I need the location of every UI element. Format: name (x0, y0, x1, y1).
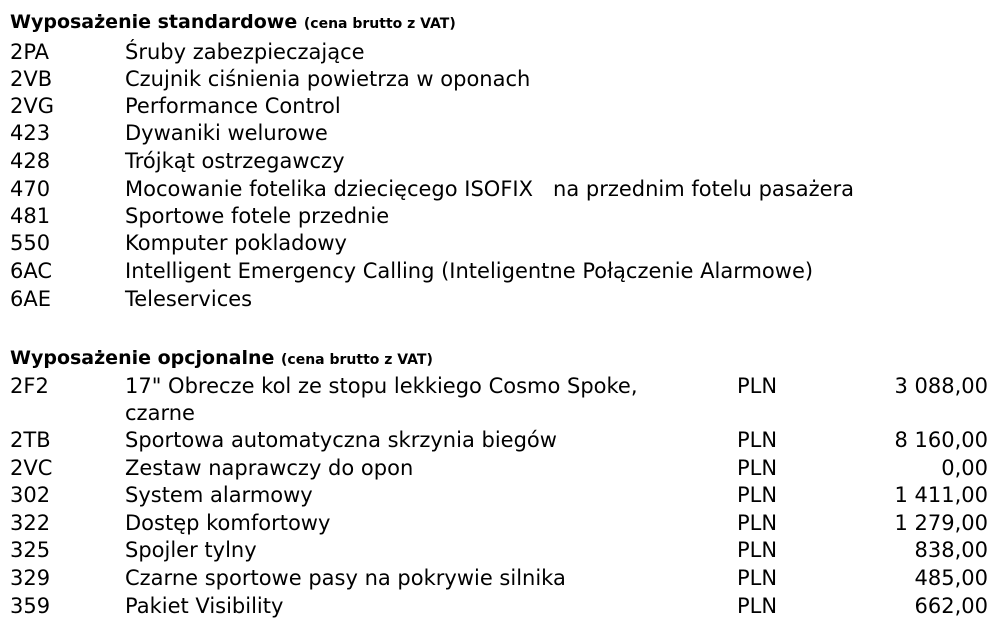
item-code: 2VC (10, 456, 53, 480)
optional-item-row (0, 537, 1000, 564)
item-description: Trójkąt ostrzegawczy (125, 149, 345, 173)
optional-item-row (0, 593, 1000, 620)
item-price: 662,00 (914, 594, 988, 618)
standard-item-row (0, 176, 1000, 203)
item-code: 302 (10, 483, 51, 507)
item-description: Sportowa automatyczna skrzynia biegów (125, 428, 557, 452)
item-code: 423 (10, 121, 51, 145)
item-description: Teleservices (125, 287, 253, 311)
item-currency: PLN (737, 456, 778, 480)
standard-equipment-heading (10, 11, 456, 35)
item-currency: PLN (737, 538, 778, 562)
item-code: 6AC (10, 259, 53, 283)
item-code: 322 (10, 511, 51, 535)
item-code: 550 (10, 231, 51, 255)
standard-item-row (0, 93, 1000, 120)
item-description: Spojler tylny (125, 538, 257, 562)
optional-equipment-heading (10, 347, 433, 371)
item-price: 1 279,00 (894, 511, 988, 535)
item-description: Zestaw naprawczy do opon (125, 456, 414, 480)
standard-equipment-subtitle: (cena brutto z VAT) (303, 16, 456, 32)
item-price: 0,00 (941, 456, 988, 480)
optional-item-row (0, 455, 1000, 482)
item-currency: PLN (737, 374, 778, 398)
item-currency: PLN (737, 428, 778, 452)
standard-item-row (0, 286, 1000, 313)
optional-item-row (0, 565, 1000, 592)
item-price: 485,00 (914, 566, 988, 590)
item-price: 838,00 (914, 538, 988, 562)
item-description: Sportowe fotele przednie (125, 204, 390, 228)
standard-item-row (0, 66, 1000, 93)
item-description: Intelligent Emergency Calling (Inteligentne Połączenie Alarmowe) (125, 259, 814, 283)
item-currency: PLN (737, 594, 778, 618)
item-code: 2VG (10, 94, 54, 118)
item-description: Śruby zabezpieczające (125, 40, 365, 64)
item-code: 481 (10, 204, 51, 228)
item-description: Czarne sportowe pasy na pokrywie silnika (125, 566, 566, 590)
item-description: System alarmowy (125, 483, 313, 507)
standard-item-row (0, 258, 1000, 285)
item-code: 2TB (10, 428, 51, 452)
item-description: Dywaniki welurowe (125, 121, 328, 145)
item-currency: PLN (737, 483, 778, 507)
item-description: Mocowanie fotelika dziecięcego ISOFIX na przednim fotelu pasażera (125, 177, 855, 201)
item-price: 3 088,00 (894, 374, 988, 398)
item-code: 470 (10, 177, 51, 201)
standard-item-row (0, 203, 1000, 230)
optional-item-row (0, 427, 1000, 454)
item-description: Dostęp komfortowy (125, 511, 331, 535)
item-code: 2F2 (10, 374, 49, 398)
optional-item-row (0, 510, 1000, 537)
item-description: Czujnik ciśnienia powietrza w oponach (125, 67, 531, 91)
item-code: 428 (10, 149, 51, 173)
item-price: 1 411,00 (894, 483, 988, 507)
item-description: 17" Obrecze kol ze stopu lekkiego Cosmo Spoke, czarne (125, 374, 638, 425)
item-description: Pakiet Visibility (125, 594, 284, 618)
optional-item-row (0, 482, 1000, 509)
item-description: Komputer pokladowy (125, 231, 347, 255)
standard-item-row (0, 230, 1000, 257)
item-code: 329 (10, 566, 51, 590)
optional-equipment-title: Wyposażenie opcjonalne (10, 347, 275, 369)
item-price: 8 160,00 (894, 428, 988, 452)
optional-item-row (0, 373, 1000, 427)
standard-item-row (0, 39, 1000, 66)
item-description: Performance Control (125, 94, 341, 118)
standard-item-row (0, 148, 1000, 175)
item-currency: PLN (737, 566, 778, 590)
standard-equipment-title: Wyposażenie standardowe (10, 11, 298, 33)
optional-equipment-subtitle: (cena brutto z VAT) (281, 352, 433, 368)
item-code: 359 (10, 594, 51, 618)
item-currency: PLN (737, 511, 778, 535)
item-code: 2PA (10, 40, 50, 64)
item-code: 6AE (10, 287, 51, 311)
item-code: 2VB (10, 67, 53, 91)
standard-item-row (0, 120, 1000, 147)
item-code: 325 (10, 538, 51, 562)
